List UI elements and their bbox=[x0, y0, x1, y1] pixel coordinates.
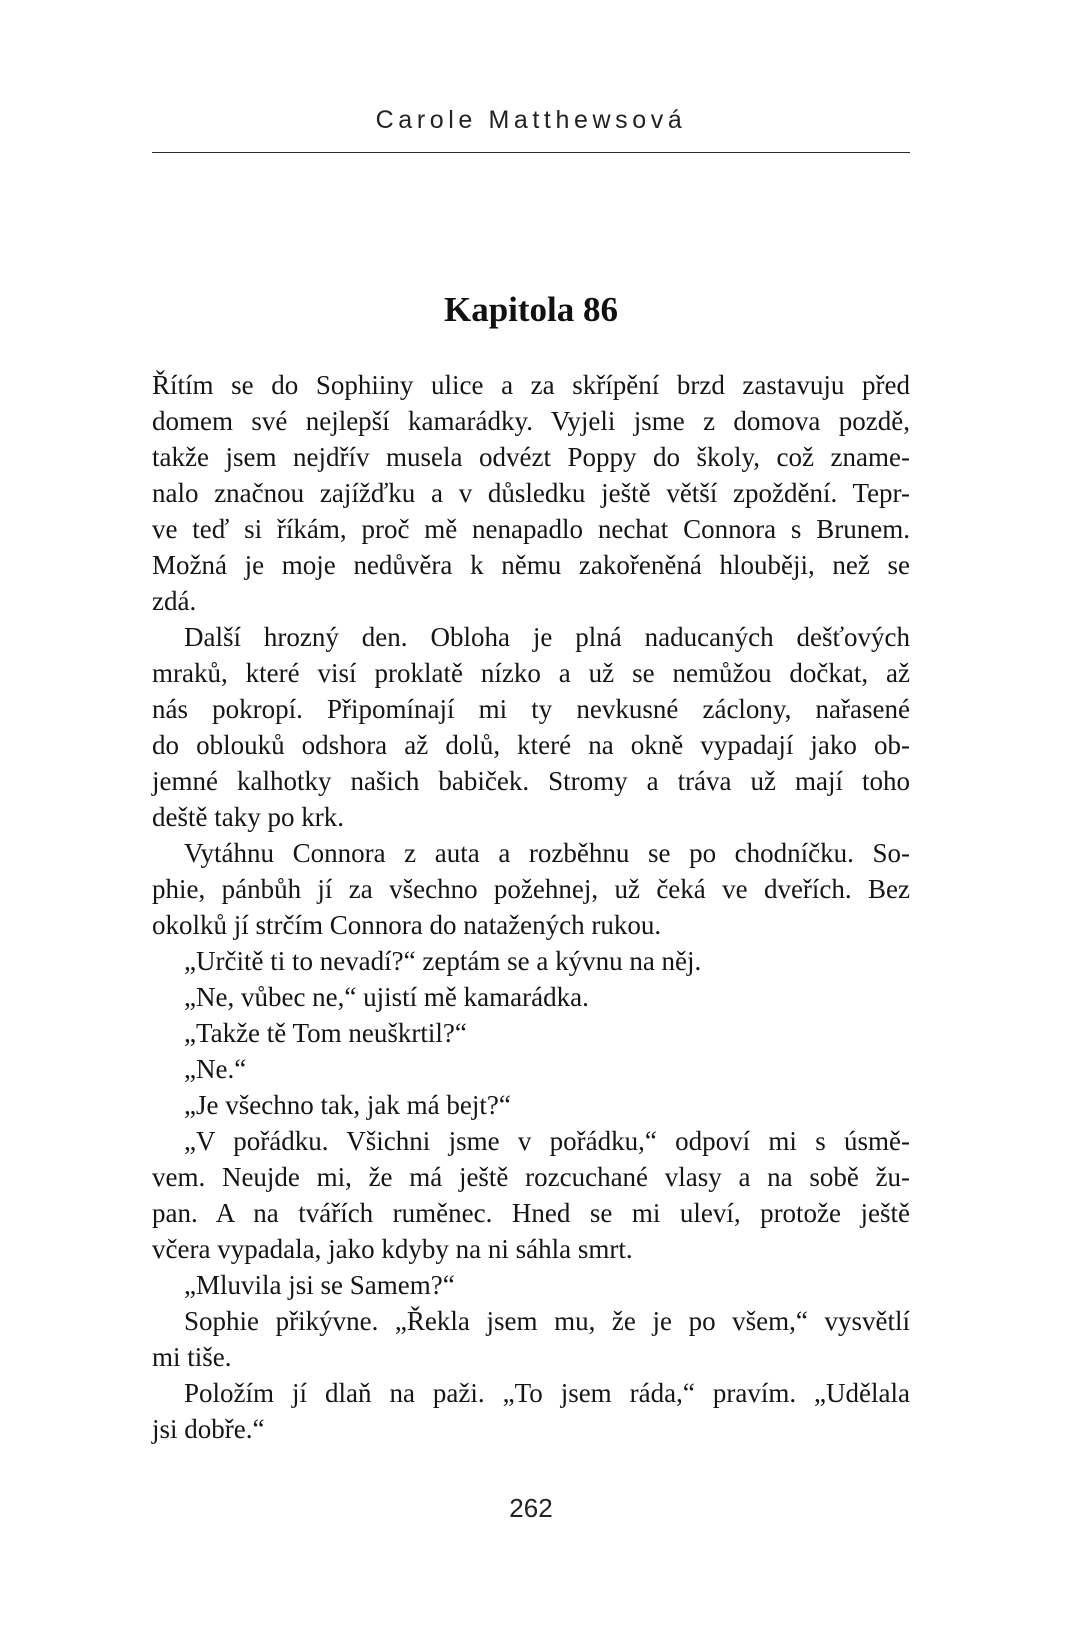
page-number: 262 bbox=[509, 1493, 553, 1523]
dialogue-line: „Ne, vůbec ne,“ ujistí mě kamarádka. bbox=[184, 982, 589, 1012]
text-line: zdá. bbox=[152, 586, 197, 616]
dialogue-line: „V pořádku. Všichni jsme v pořádku,“ odpoví mi s úsmě- bbox=[184, 1126, 910, 1156]
text-line: ve teď si říkám, proč mě nenapadlo nechat Connora s Brunem. bbox=[152, 514, 910, 544]
running-head-author: Carole Matthewsová bbox=[375, 106, 687, 134]
header-rule bbox=[152, 152, 910, 153]
text-line: Další hrozný den. Obloha je plná naducaných dešťových bbox=[184, 622, 910, 652]
text-line: phie, pánbůh jí za všechno požehnej, už čeká ve dveřích. Bez bbox=[152, 874, 910, 904]
text-line: Vytáhnu Connora z auta a rozběhnu se po chodníčku. So- bbox=[184, 838, 910, 868]
text-line: pan. A na tvářích ruměnec. Hned se mi uleví, protože ještě bbox=[152, 1198, 910, 1228]
text-line: jemné kalhotky našich babiček. Stromy a tráva už mají toho bbox=[152, 766, 910, 796]
chapter-title: Kapitola 86 bbox=[443, 290, 619, 329]
dialogue-line: „Takže tě Tom neuškrtil?“ bbox=[184, 1018, 467, 1048]
dialogue-line: „Určitě ti to nevadí?“ zeptám se a kývnu na něj. bbox=[184, 946, 702, 976]
text-line: okolků jí strčím Connora do natažených rukou. bbox=[152, 910, 662, 940]
text-line: nás pokropí. Připomínají mi ty nevkusné záclony, nařasené bbox=[152, 694, 910, 724]
text-line: Řítím se do Sophiiny ulice a za skřípění brzd zastavuju před bbox=[152, 370, 910, 400]
dialogue-line: „Mluvila jsi se Samem?“ bbox=[184, 1270, 455, 1300]
text-line: jsi dobře.“ bbox=[152, 1414, 265, 1444]
text-line: mraků, které visí proklatě nízko a už se nemůžou dočkat, až bbox=[152, 658, 910, 688]
text-line: nalo značnou zajížďku a v důsledku ještě větší zpoždění. Tepr- bbox=[152, 478, 910, 508]
dialogue-line: „Je všechno tak, jak má bejt?“ bbox=[184, 1090, 511, 1120]
text-line: Možná je moje nedůvěra k němu zakořeněná hlouběji, než se bbox=[152, 550, 910, 580]
text-line: do oblouků odshora až dolů, které na okně vypadají jako ob- bbox=[152, 730, 910, 760]
text-line: včera vypadala, jako kdyby na ni sáhla smrt. bbox=[152, 1234, 633, 1264]
text-line: mi tiše. bbox=[152, 1342, 232, 1372]
text-line: domem své nejlepší kamarádky. Vyjeli jsme z domova pozdě, bbox=[152, 406, 910, 436]
text-line: Sophie přikývne. „Řekla jsem mu, že je po všem,“ vysvětlí bbox=[184, 1306, 910, 1336]
dialogue-line: „Ne.“ bbox=[184, 1054, 247, 1084]
text-line: takže jsem nejdřív musela odvézt Poppy do školy, což zname- bbox=[152, 442, 910, 472]
text-line: vem. Neujde mi, že má ještě rozcuchané vlasy a na sobě žu- bbox=[152, 1162, 910, 1192]
text-line: Položím jí dlaň na paži. „To jsem ráda,“ pravím. „Udělala bbox=[184, 1378, 910, 1408]
text-line: deště taky po krk. bbox=[152, 802, 344, 832]
chapter-body bbox=[152, 367, 910, 1447]
